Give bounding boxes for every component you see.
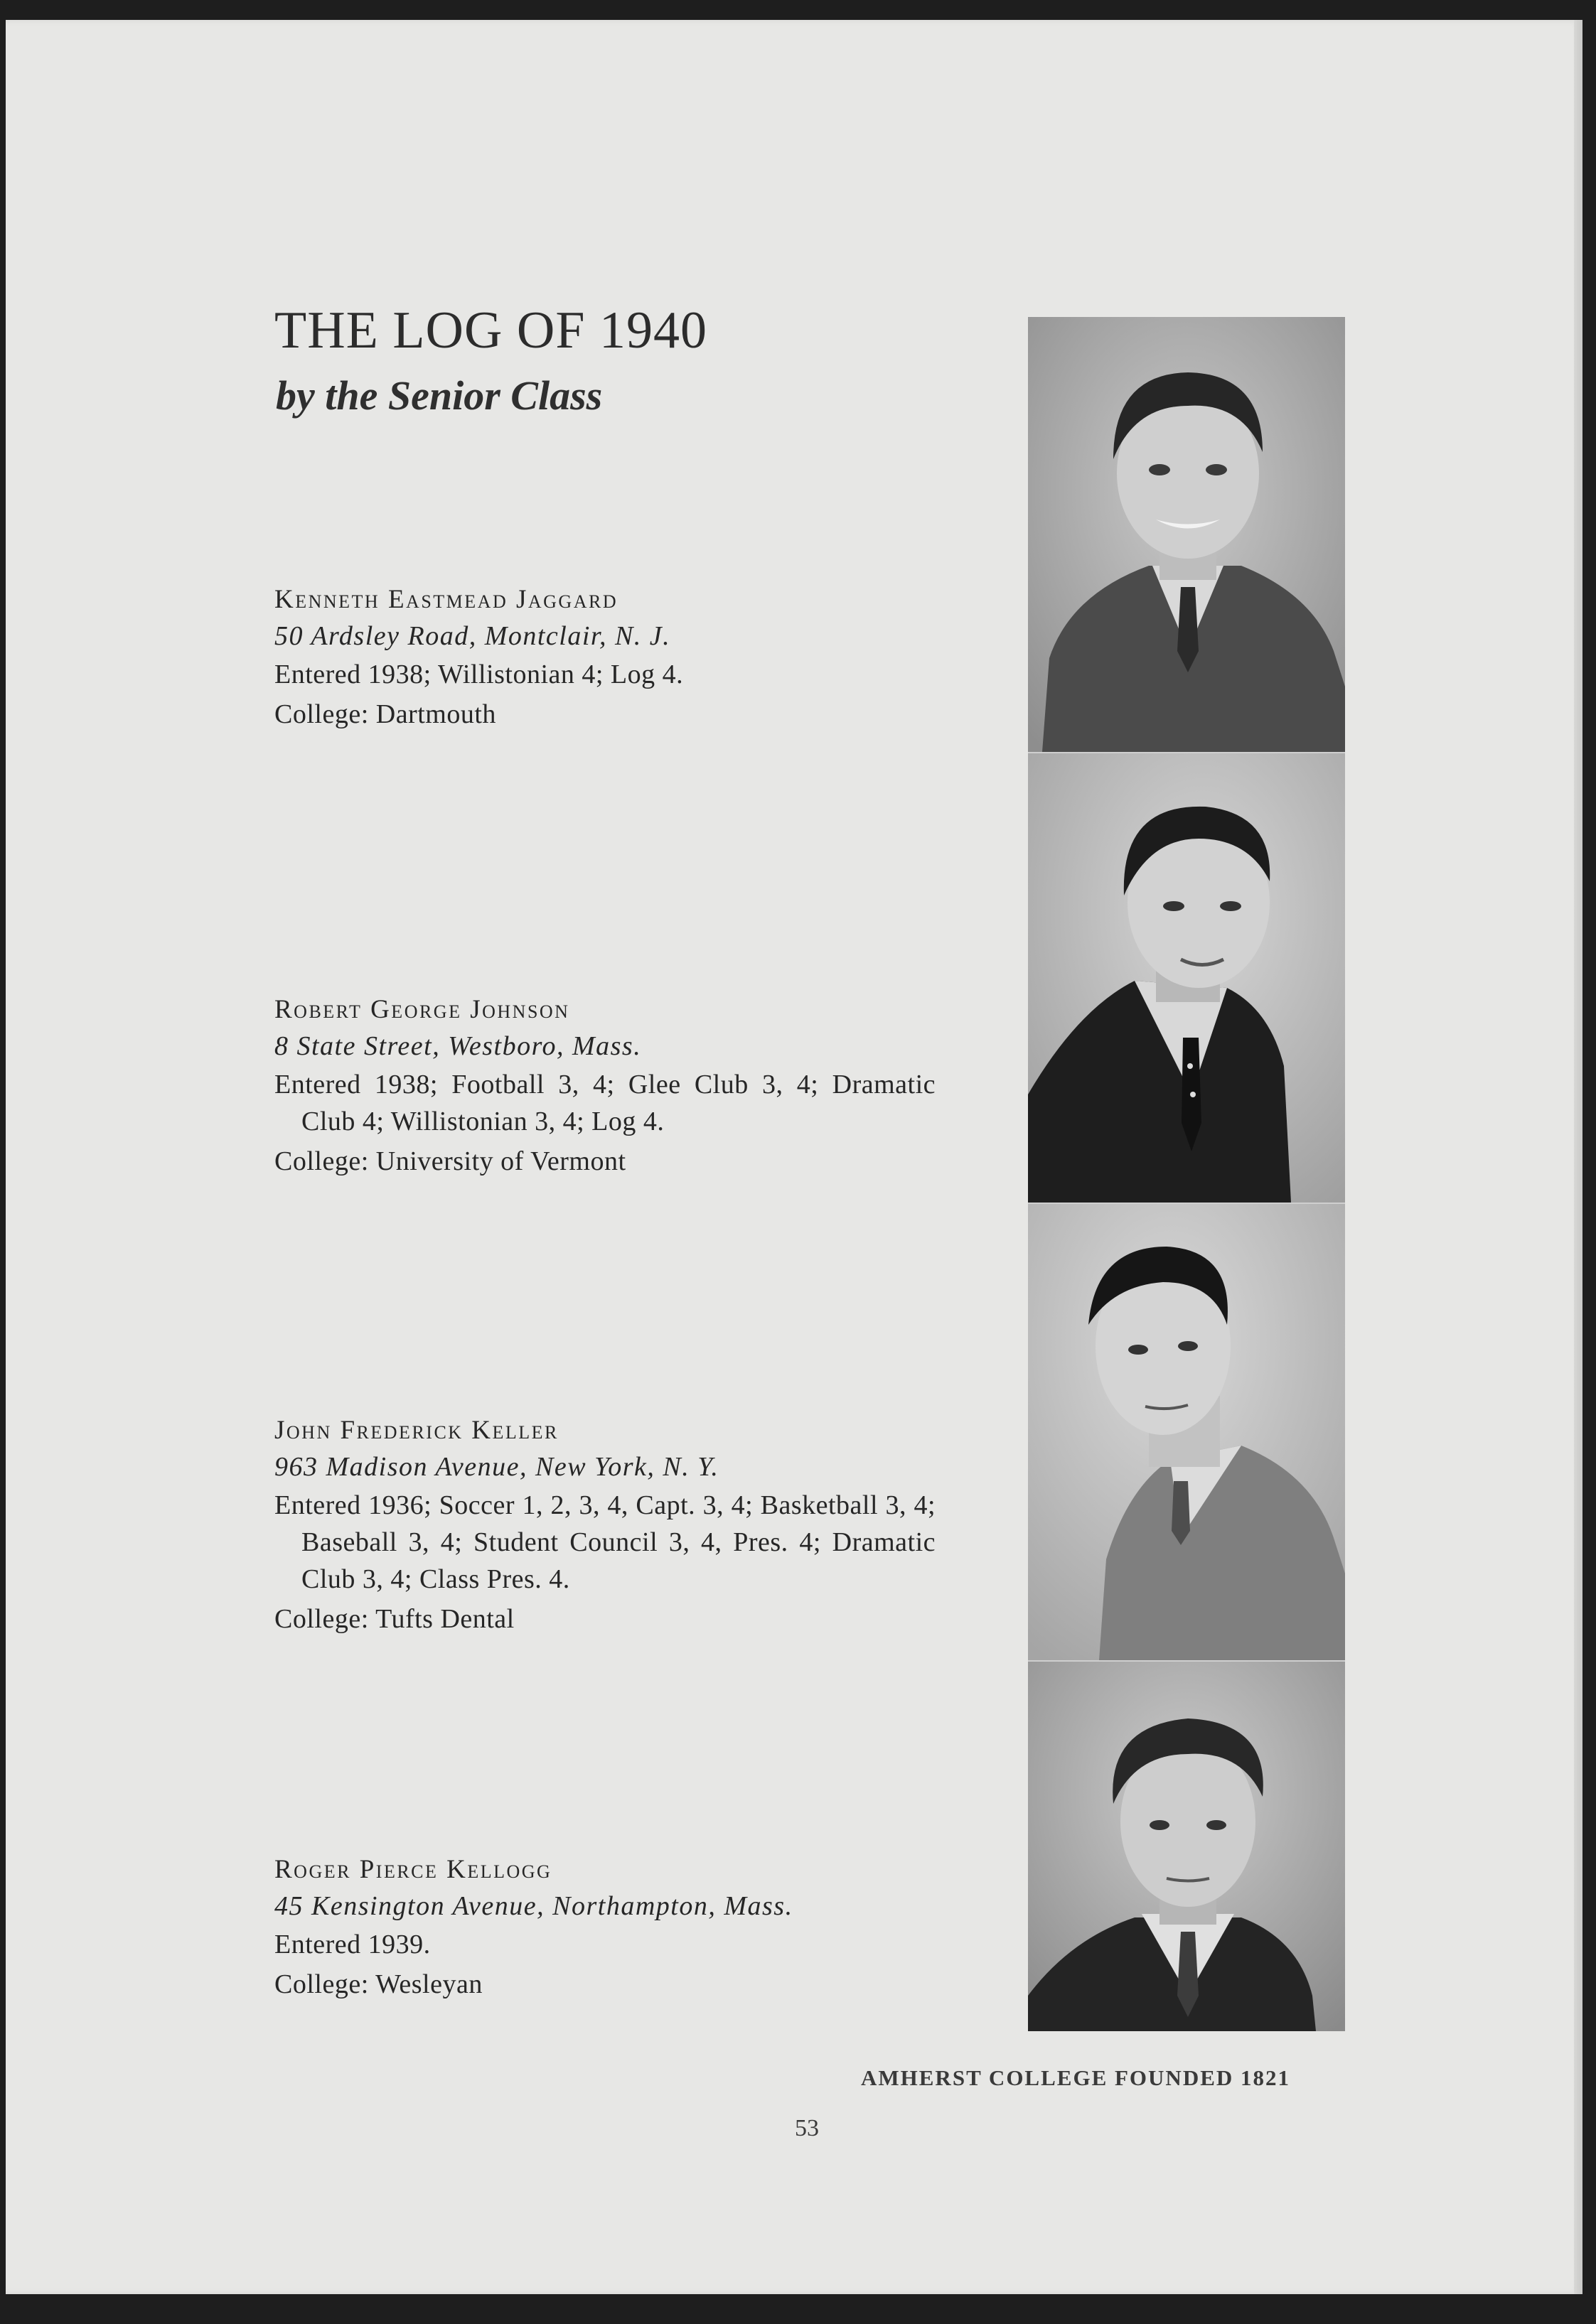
senior-name: John Frederick Keller [274,1416,559,1445]
senior-college: College: University of Vermont [274,1146,626,1176]
page-title: THE LOG OF 1940 [274,301,708,360]
senior-activities: Entered 1939. [274,1930,431,1959]
page-edge [1574,20,1582,2294]
senior-college: College: Dartmouth [274,699,496,729]
senior-name: Roger Pierce Kellogg [274,1855,552,1884]
senior-entry [274,1414,936,1640]
portrait-photo [1028,753,1345,1204]
portrait-photo [1028,1662,1345,2031]
senior-address: 8 State Street, Westboro, Mass. [274,1031,642,1061]
senior-activities: Entered 1938; Willistonian 4; Log 4. [274,660,684,689]
footer-college-line: AMHERST COLLEGE FOUNDED 1821 [861,2065,1291,2090]
senior-address: 45 Kensington Avenue, Northampton, Mass. [274,1891,793,1921]
portrait-photo [1028,1204,1345,1662]
senior-activities: Entered 1938; Football 3, 4; Glee Club 3, 4; Dramatic Club 4; Willistonian 3, 4; Log 4. [274,1070,936,1136]
senior-entry [274,583,936,736]
senior-address: 963 Madison Avenue, New York, N. Y. [274,1452,719,1482]
senior-entry [274,994,936,1183]
page-number: 53 [795,2115,819,2141]
senior-college: College: Tufts Dental [274,1604,515,1634]
senior-address: 50 Ardsley Road, Montclair, N. J. [274,621,671,651]
page-subtitle: by the Senior Class [276,372,603,419]
portrait-photo [1028,317,1345,753]
senior-name: Kenneth Eastmead Jaggard [274,585,618,614]
senior-name: Robert George Johnson [274,995,570,1024]
portrait-column [1028,317,1345,2031]
senior-entry [274,1854,936,2006]
yearbook-page [6,20,1582,2294]
senior-activities: Entered 1936; Soccer 1, 2, 3, 4, Capt. 3, 4; Basketball 3, 4; Baseball 3, 4; Student Council 3, 4, Pres. 4; Dramatic Club 3, 4; Class Pres. 4. [274,1490,936,1594]
senior-college: College: Wesleyan [274,1969,483,1999]
